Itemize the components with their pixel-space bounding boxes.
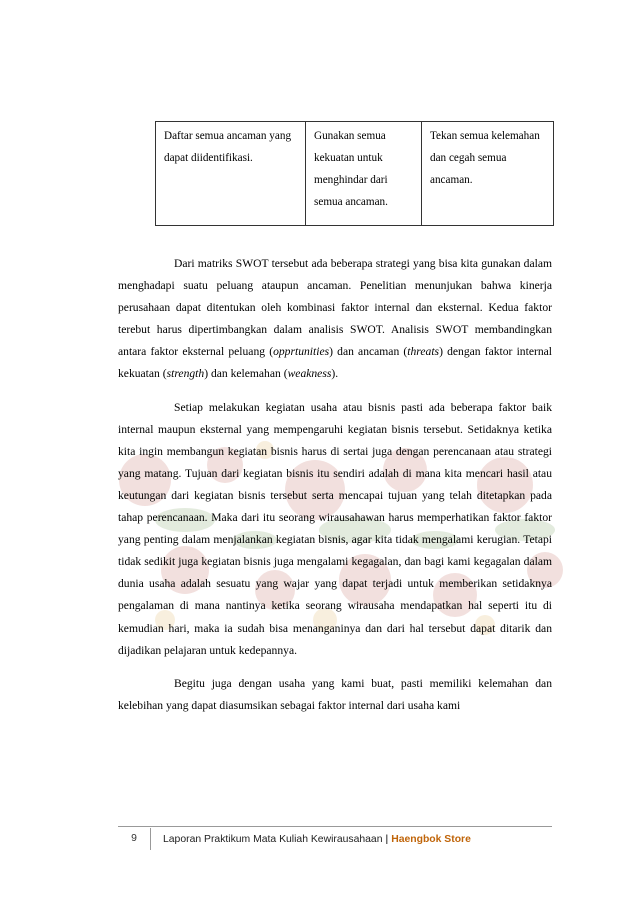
table-row	[156, 122, 554, 226]
footer-divider	[118, 826, 552, 827]
italic-term-weakness: weakness	[287, 367, 332, 381]
swot-threats-table	[155, 121, 554, 226]
footer-title: Laporan Praktikum Mata Kuliah Kewirausahaan	[163, 833, 383, 845]
italic-term-opportunities: opprtunities	[273, 345, 330, 359]
italic-term-strength: strength	[166, 367, 205, 381]
paragraph-text: ) dan kelemahan (	[204, 367, 288, 381]
footer-store-name: Haengbok Store	[391, 833, 471, 845]
table-cell-strength-threats-strategy: Gunakan semua kekuatan untuk menghindar dari semua ancaman.	[306, 122, 422, 226]
table-cell-threats-list: Daftar semua ancaman yang dapat diidentifikasi.	[156, 122, 306, 226]
italic-term-threats: threats	[407, 345, 440, 359]
page-number: 9	[118, 828, 151, 850]
body-text	[118, 253, 552, 728]
paragraph-text: ) dan ancaman (	[329, 345, 408, 359]
paragraph-text: ) dengan faktor internal kekuatan (	[118, 345, 552, 381]
table-cell-weakness-threats-strategy: Tekan semua kelemahan dan cegah semua ancaman.	[422, 122, 554, 226]
paragraph-text: Dari matriks SWOT tersebut ada beberapa strategi yang bisa kita gunakan dalam menghadapi suatu peluang ataupun ancaman. Penelitian menunjukan bahwa kinerja perusahaan dapat ditentukan oleh kombinasi faktor internal dan eksternal. Kedua faktor terebut harus dipertimbangkan dalam analisis SWOT. Analisis SWOT membandingkan antara faktor eksternal peluang (	[118, 257, 552, 359]
paragraph-text: ).	[331, 367, 339, 381]
paragraph-our-business: Begitu juga dengan usaha yang kami buat, pasti memiliki kelemahan dan kelebihan yang dapat diasumsikan sebagai faktor internal dari usaha kami	[118, 676, 552, 712]
footer-separator: |	[385, 833, 389, 845]
paragraph-swot-strategy	[118, 253, 552, 386]
page-footer	[118, 828, 471, 850]
paragraph-business-factors: Setiap melakukan kegiatan usaha atau bisnis pasti ada beberapa faktor baik internal maupun eksternal yang mempengaruhi kegiatan bisnis tersebut. Setidaknya ketika kita ingin membangun kegiatan bisnis harus di sertai juga dengan perencanaan atau strategi yang matang. Tujuan dari kegiatan bisnis itu sendiri adalah di mana kita mencari hasil atau keutungan dari kegiatan bisnis tersebut serta mencapai tujuan yang telah ditetapkan pada tahap perencanaan. Maka dari itu seorang wirausahawan harus memperhatikan faktor faktor yang penting dalam menjalankan kegiatan bisnis, agar kita tidak mengalami kerugian. Tetapi tidak sedikit juga kegiatan bisnis juga mengalami kegagalan, dan bagi kami kegagalan dalam dunia usaha adalah sesuatu yang wajar yang dapat terjadi untuk memberikan setidaknya pengalaman di mana nantinya ketika seorang wirausaha mendapatkan hal seperti itu di kemudian hari, maka ia sudah bisa menanganinya dan dari hal tersebut dapat ditarik dan dijadikan pelajaran untuk kedepannya.	[118, 400, 552, 657]
